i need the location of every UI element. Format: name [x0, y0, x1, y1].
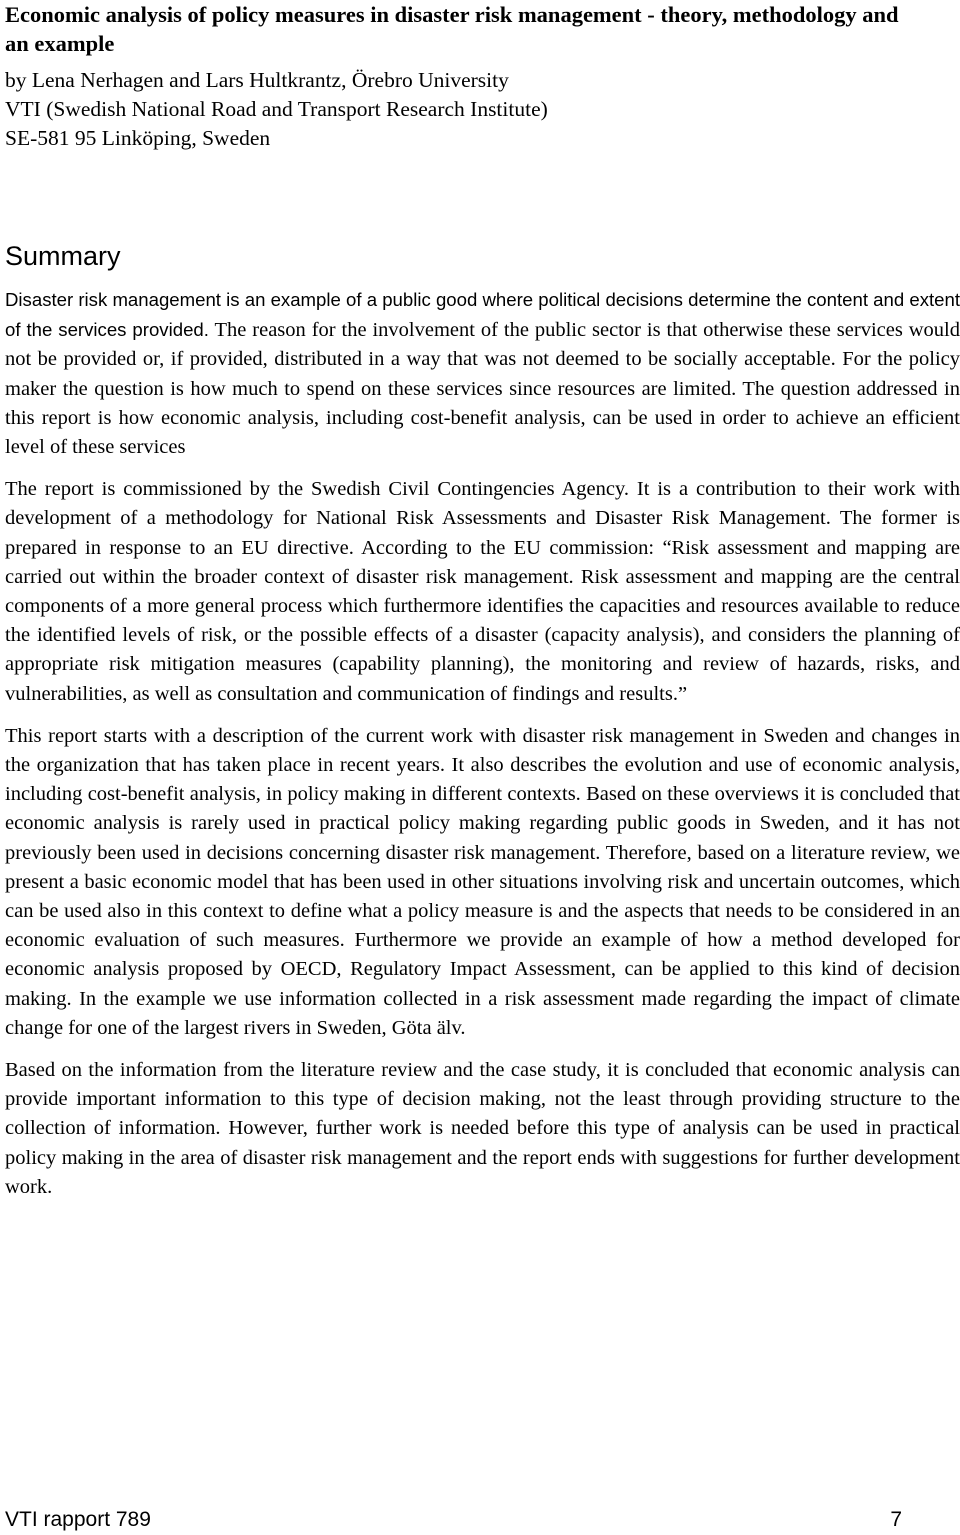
authors-line: by Lena Nerhagen and Lars Hultkrantz, Örebro University — [5, 68, 509, 92]
summary-paragraph-4: Based on the information from the literature review and the case study, it is concluded that economic analysis can provide important information to this type of decision making, not the least through providing structure to the collection of information. However, further work is needed before this type of analysis can be used in practical policy making in the area of disaster risk management and the report ends with suggestions for further development work. — [5, 1059, 960, 1198]
institution-line: VTI (Swedish National Road and Transport Research Institute) — [5, 97, 548, 121]
document-page — [5, 0, 960, 153]
summary-paragraph-1-sans: Disaster risk management is an example of a public good where political decisions determine the content and extent of the services provided. — [5, 289, 960, 341]
footer-report-label: VTI rapport 789 — [5, 1508, 151, 1531]
summary-paragraph-3: This report starts with a description of the current work with disaster risk management in Sweden and changes in the organization that has taken place in recent years. It also describes the evolution and use of economic analysis, including cost-benefit analysis, in policy making in different contexts. Based on these overviews it is concluded that economic analysis is rarely used in practical policy making regarding public goods in Sweden, and it has not previously been used in decisions concerning disaster risk management. Therefore, based on a literature review, we present a basic economic model that has been used in other situations involving risk and uncertain outcomes, which can be used also in this context to define what a policy measure is and the aspects that needs to be considered in an economic evaluation of such measures. Furthermore we provide an example of how a method developed for economic analysis proposed by OECD, Regulatory Impact Assessment, can be applied to this kind of decision making. In the example we use information collected in a risk assessment made regarding the impact of climate change for one of the largest rivers in Sweden, Göta älv. — [5, 724, 960, 1039]
author-block — [5, 66, 960, 153]
summary-paragraph-2: The report is commissioned by the Swedish Civil Contingencies Agency. It is a contribution to their work with development of a methodology for National Risk Assessments and Disaster Risk Management. The former is prepared in response to an EU directive. According to the EU commission: “Risk assessment and mapping are carried out within the broader context of disaster risk management. Risk assessment and mapping are the central components of a more general process which furthermore identifies the capacities and resources available to reduce the identified levels of risk, or the possible effects of a disaster (capacity analysis), and considers the planning of appropriate risk mitigation measures (capability planning), the monitoring and review of hazards, risks, and vulnerabilities, as well as consultation and communication of findings and results.” — [5, 478, 960, 705]
document-title: Economic analysis of policy measures in disaster risk management - theory, methodology and an example — [5, 2, 899, 56]
address-line: SE-581 95 Linköping, Sweden — [5, 126, 271, 150]
summary-paragraph-1 — [5, 285, 960, 462]
summary-paragraph-1-serif: The reason for the involvement of the public sector is that otherwise these services would not be provided or, if provided, distributed in a way that was not deemed to be socially acceptable. For the policy maker the question is how much to spend on these services since resources are limited. The question addressed in this report is how economic analysis, including cost-benefit analysis, can be used in order to achieve an efficient level of these services — [5, 319, 960, 459]
summary-body — [5, 285, 960, 1202]
footer-page-number: 7 — [890, 1508, 902, 1531]
summary-heading: Summary — [5, 241, 121, 271]
